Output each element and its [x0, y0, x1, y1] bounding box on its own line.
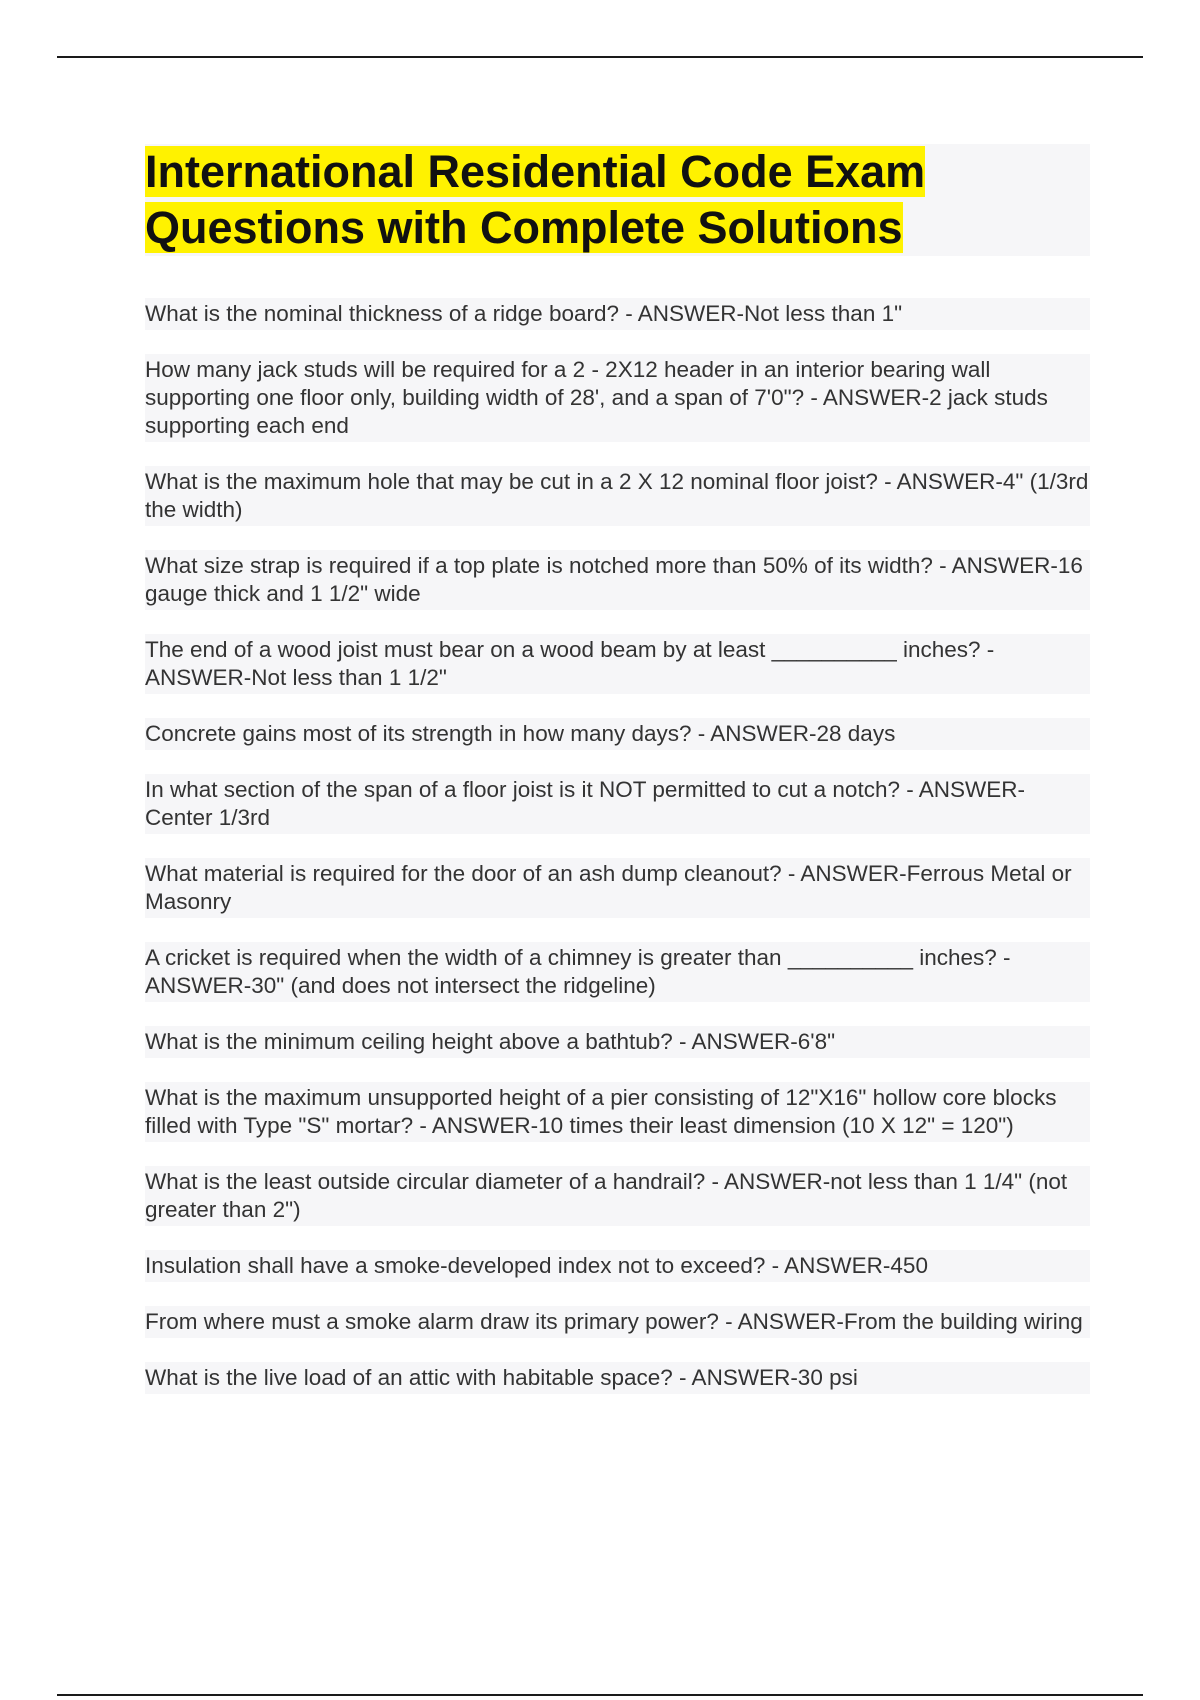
- title-line-2: Questions with Complete Solutions: [145, 202, 903, 253]
- document-title: [145, 144, 1090, 256]
- qa-item: What is the least outside circular diameter of a handrail? - ANSWER-not less than 1 1/4" (not greater than 2"): [145, 1166, 1090, 1226]
- qa-item: A cricket is required when the width of a chimney is greater than __________ inches? - ANSWER-30" (and does not intersect the ridgeline): [145, 942, 1090, 1002]
- title-line-1: International Residential Code Exam: [145, 146, 926, 197]
- qa-item: The end of a wood joist must bear on a wood beam by at least __________ inches? - ANSWER-Not less than 1 1/2": [145, 634, 1090, 694]
- qa-item: What is the maximum unsupported height of a pier consisting of 12"X16" hollow core blocks filled with Type "S" mortar? - ANSWER-10 times their least dimension (10 X 12" = 120"): [145, 1082, 1090, 1142]
- qa-item: Insulation shall have a smoke-developed index not to exceed? - ANSWER-450: [145, 1250, 1090, 1282]
- qa-item: What is the maximum hole that may be cut in a 2 X 12 nominal floor joist? - ANSWER-4" (1/3rd the width): [145, 466, 1090, 526]
- qa-item: Concrete gains most of its strength in how many days? - ANSWER-28 days: [145, 718, 1090, 750]
- bottom-rule: [57, 1694, 1143, 1696]
- qa-item: How many jack studs will be required for a 2 - 2X12 header in an interior bearing wall supporting one floor only, building width of 28', and a span of 7'0"? - ANSWER-2 jack studs supporting each end: [145, 354, 1090, 442]
- qa-item: What size strap is required if a top plate is notched more than 50% of its width? - ANSWER-16 gauge thick and 1 1/2" wide: [145, 550, 1090, 610]
- title-block: [145, 144, 1090, 256]
- qa-list: [145, 298, 1090, 1418]
- qa-item: From where must a smoke alarm draw its primary power? - ANSWER-From the building wiring: [145, 1306, 1090, 1338]
- qa-item: What is the minimum ceiling height above a bathtub? - ANSWER-6'8": [145, 1026, 1090, 1058]
- qa-item: In what section of the span of a floor joist is it NOT permitted to cut a notch? - ANSWER-Center 1/3rd: [145, 774, 1090, 834]
- top-rule: [57, 56, 1143, 58]
- qa-item: What material is required for the door of an ash dump cleanout? - ANSWER-Ferrous Metal or Masonry: [145, 858, 1090, 918]
- qa-item: What is the live load of an attic with habitable space? - ANSWER-30 psi: [145, 1362, 1090, 1394]
- qa-item: What is the nominal thickness of a ridge board? - ANSWER-Not less than 1": [145, 298, 1090, 330]
